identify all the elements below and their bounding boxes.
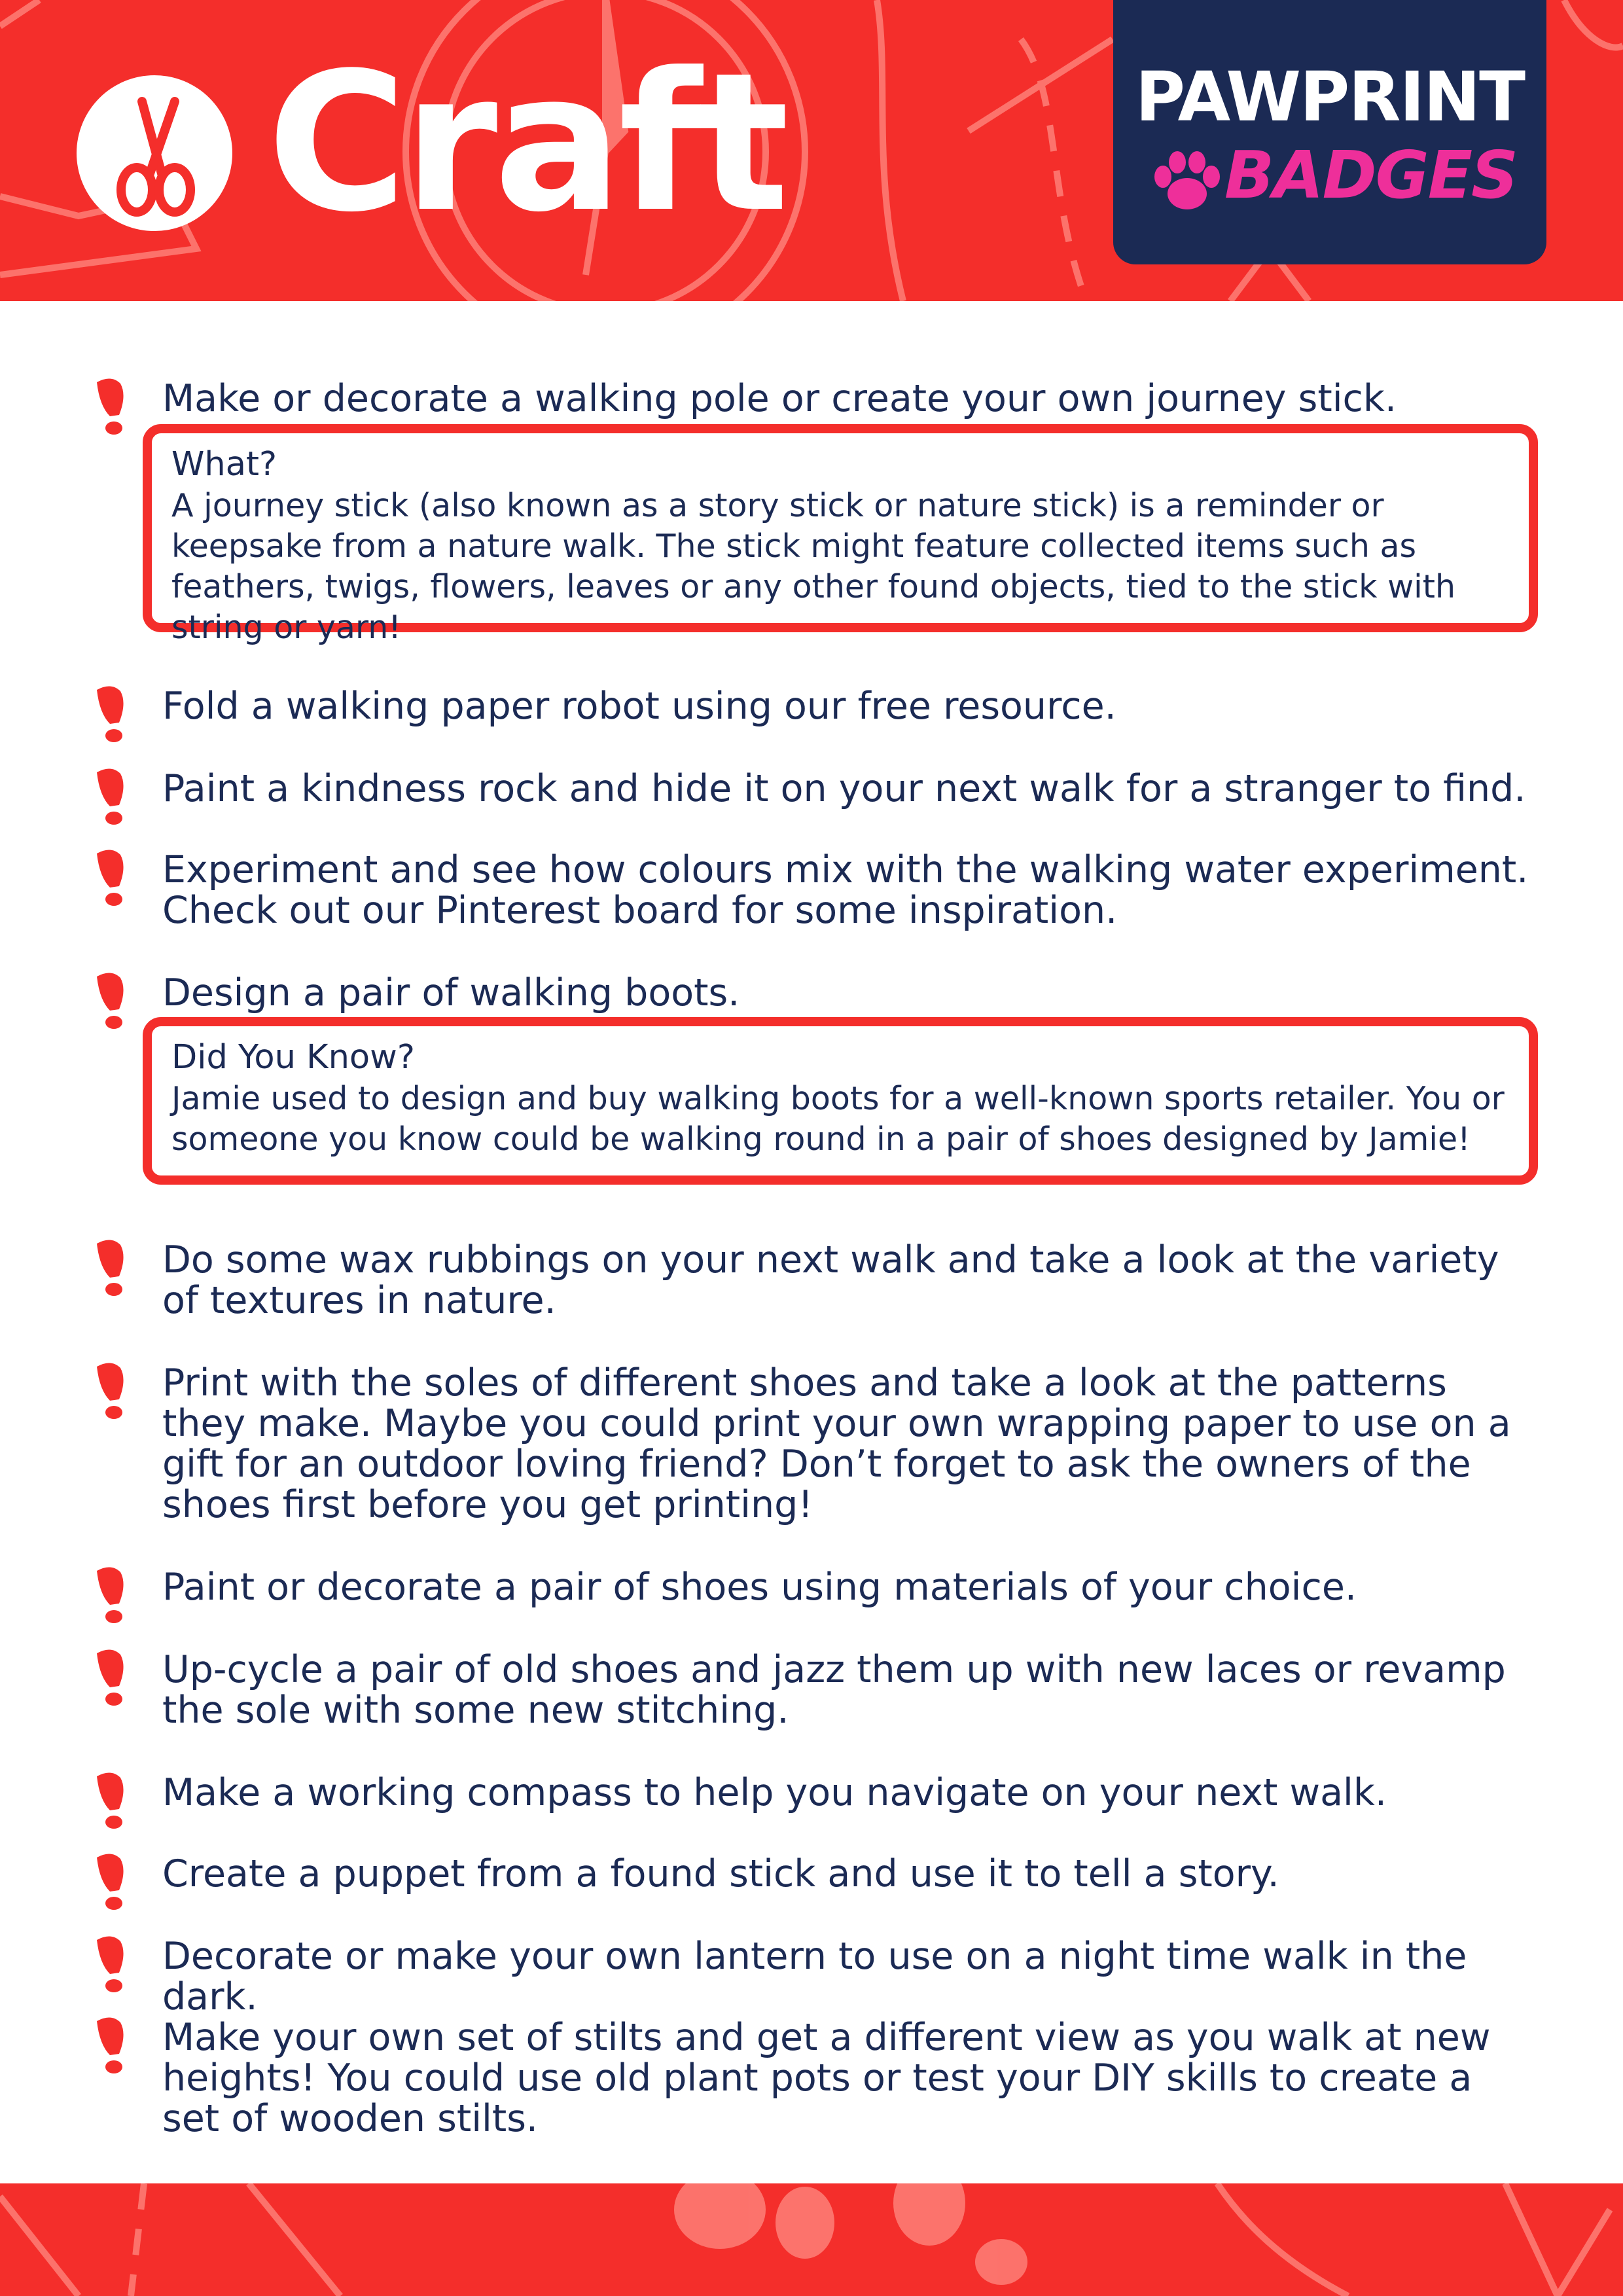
info-box-title: What?: [171, 445, 277, 484]
paw-icon: [1151, 149, 1223, 215]
footprint-bullet-icon: [90, 1771, 130, 1830]
footprint-bullet-icon: [90, 377, 130, 436]
list-item-text: Decorate or make your own lantern to use on a night time walk in the dark.: [162, 1935, 1467, 2018]
header-banner: [0, 0, 1623, 301]
list-item-text: Do some wax rubbings on your next walk and take a look at the variety of textures in nature.: [162, 1238, 1499, 1322]
footprint-bullet-icon: [90, 848, 130, 907]
list-item-text: Design a pair of walking boots.: [162, 971, 740, 1014]
list-item-text: Make or decorate a walking pole or create your own journey stick.: [162, 377, 1397, 420]
list-item-text: Experiment and see how colours mix with the walking water experiment. Check out our Pinterest board for some inspiration.: [162, 848, 1529, 932]
logo-wordmark-bottom: BADGES: [1224, 137, 1518, 213]
list-item-text: Up-cycle a pair of old shoes and jazz them up with new laces or revamp the sole with some new stitching.: [162, 1648, 1506, 1732]
logo-wordmark-top: PAWPRINT: [1135, 57, 1525, 137]
list-item-text: Print with the soles of different shoes and take a look at the patterns they make. Maybe you could print your own wrapping paper to use on a gift for an outdoor loving friend? Don’t forget to ask the owners of the shoes first before you get printing!: [162, 1361, 1511, 1526]
footprint-bullet-icon: [90, 1566, 130, 1624]
footprint-bullet-icon: [90, 1238, 130, 1297]
footprint-icon: [674, 2183, 1027, 2285]
list-item-text: Create a puppet from a found stick and use it to tell a story.: [162, 1852, 1279, 1895]
footprint-bullet-icon: [90, 2016, 130, 2075]
page-title: Craft: [267, 31, 785, 254]
footprint-bullet-icon: [90, 971, 130, 1030]
footprint-bullet-icon: [90, 767, 130, 826]
footprint-bullet-icon: [90, 685, 130, 744]
list-item-text: Make your own set of stilts and get a different view as you walk at new heights! You could use old plant pots or test your DIY skills to create a set of wooden stilts.: [162, 2016, 1491, 2140]
list-item-text: Paint a kindness rock and hide it on your next walk for a stranger to find.: [162, 767, 1526, 810]
footer-banner: [0, 2183, 1623, 2296]
info-box-what: [143, 424, 1538, 646]
list-item-text: Make a working compass to help you navigate on your next walk.: [162, 1771, 1387, 1814]
footprint-bullet-icon: [90, 1361, 130, 1420]
list-item-text: Fold a walking paper robot using our free resource.: [162, 685, 1116, 728]
list-item-text: Paint or decorate a pair of shoes using materials of your choice.: [162, 1566, 1357, 1609]
footprint-bullet-icon: [90, 1648, 130, 1707]
info-box-body: Jamie used to design and buy walking boots for a well-known sports retailer. You or someone you know could be walking round in a pair of shoes designed by Jamie!: [171, 1080, 1505, 1158]
pawprint-badges-logo: [1113, 0, 1546, 264]
footprint-bullet-icon: [90, 1852, 130, 1911]
scissors-icon: [77, 75, 232, 231]
info-box-did-you-know: [143, 1017, 1538, 1185]
footer-doodle-background: [0, 2183, 1623, 2296]
footprint-bullet-icon: [90, 1935, 130, 1994]
info-box-body: A journey stick (also known as a story stick or nature stick) is a reminder or keepsake from a nature walk. The stick might feature collected items such as feathers, twigs, flowers, leaves or any other found objects, tied to the stick with string or yarn!: [171, 487, 1456, 646]
info-box-title: Did You Know?: [171, 1038, 415, 1077]
scissors-badge: [77, 75, 232, 231]
